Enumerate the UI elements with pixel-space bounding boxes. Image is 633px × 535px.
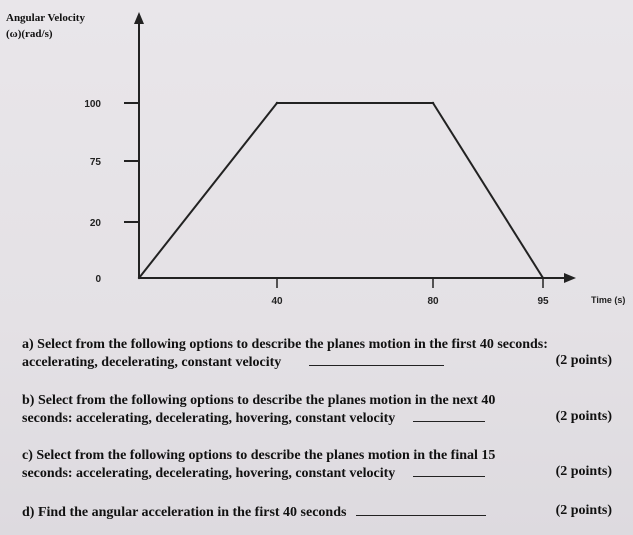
series-point (276, 102, 278, 104)
series-segment (433, 103, 543, 278)
answer-blank-c[interactable] (413, 464, 485, 477)
series-point (138, 277, 140, 279)
question-a-line1: a) Select from the following options to describe the planes motion in the first 40 seconds: (22, 337, 548, 352)
x-ticks (271, 278, 625, 307)
question-a (22, 337, 612, 371)
x-tick-label: 80 (427, 296, 439, 307)
x-axis-arrow-icon (564, 273, 576, 283)
question-c-line1: c) Select from the following options to describe the planes motion in the final 15 (22, 448, 496, 463)
x-tick-label: 95 (537, 296, 549, 307)
answer-blank-b[interactable] (413, 409, 485, 422)
y-tick-label: 20 (89, 218, 101, 229)
question-c (22, 448, 612, 482)
question-b (22, 393, 612, 427)
series-segment (139, 103, 277, 278)
y-tick-label: 100 (84, 99, 101, 110)
chart-axes (134, 12, 576, 283)
question-c-options: seconds: accelerating, decelerating, hovering, constant velocity (22, 466, 396, 481)
series-point (432, 102, 434, 104)
question-d-text: d) Find the angular acceleration in the first 40 seconds (22, 505, 347, 520)
question-d-points: (2 points) (555, 503, 612, 518)
answer-blank-a[interactable] (309, 353, 444, 366)
question-b-line2 (22, 409, 612, 427)
y-tick-label: 0 (95, 274, 101, 285)
question-b-line1: b) Select from the following options to describe the planes motion in the next 40 (22, 393, 496, 408)
question-c-line2 (22, 464, 612, 482)
y-ticks (84, 99, 139, 285)
y-axis-label: Angular Velocity (6, 12, 85, 24)
question-d-line1 (22, 503, 612, 521)
x-axis-label: Time (s) (591, 295, 626, 305)
y-axis-unit-label: (ω)(rad/s) (6, 28, 53, 40)
y-tick-label: 75 (89, 157, 101, 168)
question-a-options: accelerating, decelerating, constant velocity (22, 355, 282, 370)
x-tick-label: 40 (271, 296, 283, 307)
question-b-options: seconds: accelerating, decelerating, hovering, constant velocity (22, 411, 396, 426)
y-axis-arrow-icon (134, 12, 144, 24)
question-c-points: (2 points) (555, 464, 612, 479)
series-layer (138, 102, 544, 279)
answer-blank-d[interactable] (356, 503, 486, 516)
question-d (22, 503, 612, 521)
question-b-points: (2 points) (555, 409, 612, 424)
series-point (542, 277, 544, 279)
question-a-points: (2 points) (555, 353, 612, 368)
question-a-line2 (22, 353, 612, 371)
